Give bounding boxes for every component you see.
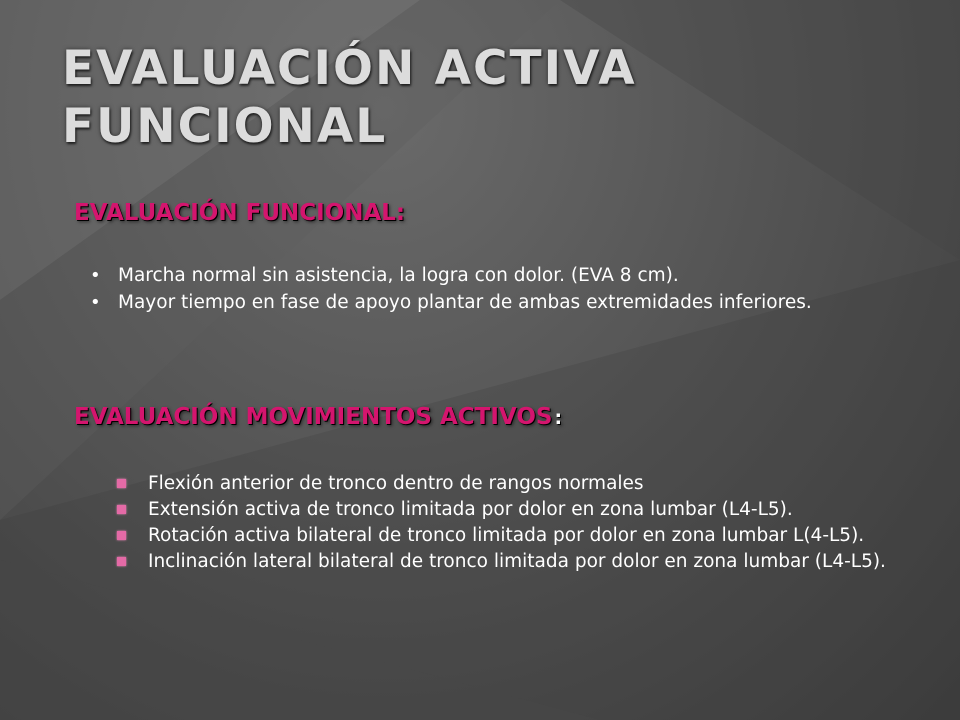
pink-square-bullet-icon bbox=[117, 531, 126, 540]
list-item-text: Rotación activa bilateral de tronco limitada por dolor en zona lumbar L(4-L5). bbox=[148, 525, 865, 546]
list-item-text: Mayor tiempo en fase de apoyo plantar de ambas extremidades inferiores. bbox=[118, 292, 812, 313]
list-item bbox=[90, 264, 918, 287]
pink-square-bullet-icon bbox=[117, 479, 126, 488]
list-item-text: Marcha normal sin asistencia, la logra con dolor. (EVA 8 cm). bbox=[118, 265, 679, 286]
funcional-list bbox=[90, 264, 918, 318]
heading-colon: : bbox=[554, 407, 563, 429]
section-heading-movimientos bbox=[74, 404, 562, 430]
slide-title: EVALUACIÓN ACTIVA FUNCIONAL bbox=[62, 41, 637, 154]
list-item-text: Extensión activa de tronco limitada por dolor en zona lumbar (L4-L5). bbox=[148, 499, 793, 520]
pink-square-bullet-icon bbox=[117, 557, 126, 566]
round-bullet-icon: • bbox=[90, 292, 101, 313]
list-item-text: Flexión anterior de tronco dentro de rangos normales bbox=[148, 473, 644, 494]
list-item bbox=[148, 550, 888, 573]
pink-square-bullet-icon bbox=[117, 505, 126, 514]
section-heading-funcional-text: EVALUACIÓN FUNCIONAL: bbox=[74, 200, 406, 226]
movimientos-list bbox=[148, 472, 888, 576]
list-item bbox=[148, 498, 888, 521]
list-item bbox=[90, 291, 918, 314]
section-heading-funcional bbox=[74, 200, 405, 226]
list-item-text: Inclinación lateral bilateral de tronco limitada por dolor en zona lumbar (L4-L5). bbox=[148, 551, 886, 572]
list-item bbox=[148, 472, 888, 495]
list-item bbox=[148, 524, 888, 547]
round-bullet-icon: • bbox=[90, 265, 101, 286]
section-heading-movimientos-text: EVALUACIÓN MOVIMIENTOS ACTIVOS bbox=[74, 404, 553, 430]
